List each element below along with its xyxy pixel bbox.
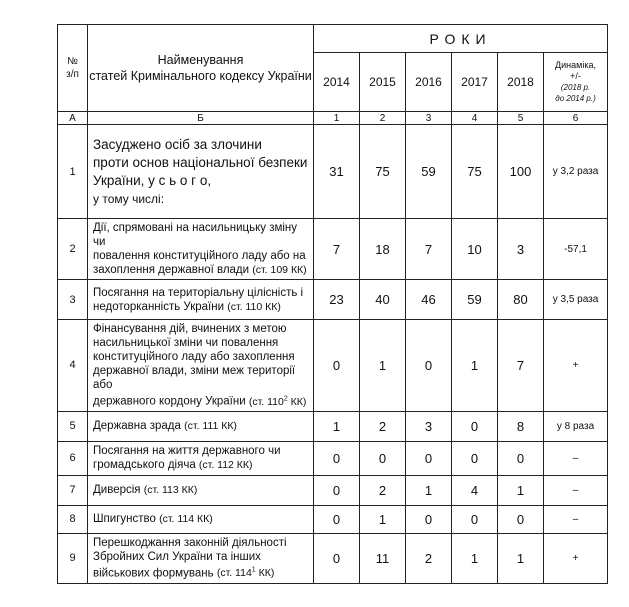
column-index: 6 xyxy=(544,112,608,125)
article-reference xyxy=(217,567,275,579)
table-row xyxy=(58,475,608,505)
dynamics-value: у 3,2 раза xyxy=(544,125,608,219)
table-row xyxy=(58,280,608,320)
table-row xyxy=(58,320,608,412)
description-line: Шпигунство xyxy=(93,513,156,525)
dynamics-value: – xyxy=(544,505,608,533)
year-value: 10 xyxy=(452,219,498,280)
year-value: 0 xyxy=(406,505,452,533)
article-reference xyxy=(252,264,306,276)
table-body xyxy=(58,125,608,584)
article-reference-text: (ст. 114 КК) xyxy=(159,513,213,525)
year-value: 75 xyxy=(360,125,406,219)
article-reference-end: КК) xyxy=(255,567,275,580)
year-header: 2015 xyxy=(360,53,406,112)
year-value: 4 xyxy=(452,475,498,505)
year-value: 0 xyxy=(452,505,498,533)
year-value: 0 xyxy=(314,533,360,583)
description-line: Перешкоджання законній діяльності xyxy=(93,536,287,549)
year-value: 18 xyxy=(360,219,406,280)
column-header-name xyxy=(88,25,314,112)
year-header: 2018 xyxy=(498,53,544,112)
year-value: 0 xyxy=(314,320,360,412)
number-label-line2: з/п xyxy=(66,69,79,80)
article-reference-text: (ст. 113 КК) xyxy=(143,484,198,496)
dynamics-value: -57,1 xyxy=(544,219,608,280)
year-header: 2017 xyxy=(452,53,498,112)
year-value: 1 xyxy=(314,411,360,441)
year-value: 3 xyxy=(406,411,452,441)
column-index: 4 xyxy=(452,112,498,125)
dynamics-note-line1: (2018 р. xyxy=(560,83,591,92)
name-label-line1: Найменування xyxy=(157,53,244,67)
article-reference-text: (ст. 110 КК) xyxy=(227,300,281,313)
description-line: Засуджено осіб за злочини xyxy=(93,136,262,152)
article-reference-text: (ст. 112 КК) xyxy=(198,459,253,471)
convictions-table xyxy=(57,24,608,584)
article-reference xyxy=(199,459,253,471)
year-value: 1 xyxy=(406,475,452,505)
article-reference xyxy=(227,301,281,313)
year-value: 0 xyxy=(360,441,406,475)
row-number: 5 xyxy=(58,411,88,441)
article-reference-end: КК) xyxy=(287,395,307,408)
row-number: 1 xyxy=(58,125,88,219)
year-value: 1 xyxy=(498,475,544,505)
year-value: 0 xyxy=(406,441,452,475)
description-line: Посягання на територіальну цілісність і xyxy=(93,286,304,299)
statistics-page xyxy=(57,24,607,580)
row-number: 8 xyxy=(58,505,88,533)
year-value: 2 xyxy=(406,533,452,583)
description-line: державного кордону України xyxy=(93,395,246,408)
year-value: 0 xyxy=(314,505,360,533)
crime-description xyxy=(88,125,314,219)
crime-description xyxy=(88,320,314,412)
article-reference-superscript: 2 xyxy=(283,395,288,402)
year-value: 0 xyxy=(314,475,360,505)
dynamics-value: + xyxy=(544,533,608,583)
description-line: захоплення державної влади xyxy=(93,264,250,276)
dynamics-value: у 8 раза xyxy=(544,411,608,441)
article-reference-text: (ст. 110 xyxy=(248,395,284,408)
year-value: 23 xyxy=(314,280,360,320)
year-value: 75 xyxy=(452,125,498,219)
article-reference-text: (ст. 109 КК) xyxy=(252,264,307,276)
year-header: 2016 xyxy=(406,53,452,112)
year-value: 0 xyxy=(314,441,360,475)
table-row xyxy=(58,125,608,219)
row-number: 9 xyxy=(58,533,88,583)
year-value: 40 xyxy=(360,280,406,320)
article-reference xyxy=(249,396,307,408)
dynamics-value: – xyxy=(544,475,608,505)
description-line: державної влади, зміни меж території або xyxy=(93,365,296,391)
table-row xyxy=(58,411,608,441)
year-value: 11 xyxy=(360,533,406,583)
column-index: 1 xyxy=(314,112,360,125)
dynamics-value: + xyxy=(544,320,608,412)
year-value: 1 xyxy=(498,533,544,583)
year-value: 2 xyxy=(360,475,406,505)
table-row xyxy=(58,219,608,280)
crime-description xyxy=(88,411,314,441)
year-value: 100 xyxy=(498,125,544,219)
table-row xyxy=(58,505,608,533)
crime-description xyxy=(88,441,314,475)
crime-description xyxy=(88,505,314,533)
year-value: 1 xyxy=(360,505,406,533)
column-index-row xyxy=(58,112,608,125)
article-reference-text: (ст. 114 xyxy=(216,567,252,580)
description-subline: у тому числі: xyxy=(93,191,165,206)
year-value: 1 xyxy=(452,533,498,583)
dynamics-value: у 3,5 раза xyxy=(544,280,608,320)
column-index: 5 xyxy=(498,112,544,125)
dynamics-label-line2: +/- xyxy=(570,71,581,81)
name-label-line2: статей Кримінального кодексу України xyxy=(89,69,312,83)
dynamics-note-line2: до 2014 р.) xyxy=(555,94,596,103)
description-line: Державна зрада xyxy=(93,420,181,432)
description-line: Диверсія xyxy=(93,484,141,496)
article-reference xyxy=(159,513,213,525)
column-index: А xyxy=(58,112,88,125)
crime-description xyxy=(88,533,314,583)
row-number: 7 xyxy=(58,475,88,505)
description-line: громадського діяча xyxy=(93,459,196,471)
year-value: 7 xyxy=(498,320,544,412)
year-value: 2 xyxy=(360,411,406,441)
crime-description xyxy=(88,219,314,280)
row-number: 6 xyxy=(58,441,88,475)
dynamics-label-line1: Динаміка, xyxy=(555,60,596,70)
description-line: Фінансування дій, вчинених з метою xyxy=(93,323,287,335)
year-value: 0 xyxy=(452,411,498,441)
crime-description xyxy=(88,475,314,505)
header-row-top xyxy=(58,25,608,53)
year-value: 7 xyxy=(314,219,360,280)
article-reference xyxy=(144,484,198,496)
row-number: 2 xyxy=(58,219,88,280)
year-value: 0 xyxy=(452,441,498,475)
column-index: 2 xyxy=(360,112,406,125)
article-reference-superscript: 1 xyxy=(251,566,256,574)
description-line: Дії, спрямовані на насильницьку зміну чи xyxy=(93,222,298,248)
dynamics-header xyxy=(544,53,608,112)
row-number: 3 xyxy=(58,280,88,320)
description-line: недоторканність України xyxy=(93,300,224,313)
description-line: України, у с ь о г о, xyxy=(93,172,212,188)
description-line: військових формувань xyxy=(93,567,214,580)
description-line: Посягання на життя державного чи xyxy=(93,445,281,457)
year-value: 31 xyxy=(314,125,360,219)
table-row xyxy=(58,533,608,583)
crime-description xyxy=(88,280,314,320)
years-group-header: РОКИ xyxy=(314,25,608,53)
year-value: 0 xyxy=(498,505,544,533)
row-number: 4 xyxy=(58,320,88,412)
year-value: 7 xyxy=(406,219,452,280)
article-reference xyxy=(184,420,237,432)
year-value: 8 xyxy=(498,411,544,441)
column-index: Б xyxy=(88,112,314,125)
year-value: 46 xyxy=(406,280,452,320)
description-line: повалення конституційного ладу або на xyxy=(93,250,306,262)
table-row xyxy=(58,441,608,475)
description-line: конституційного ладу або захоплення xyxy=(93,351,295,363)
year-value: 80 xyxy=(498,280,544,320)
year-value: 0 xyxy=(406,320,452,412)
year-value: 1 xyxy=(360,320,406,412)
year-value: 59 xyxy=(452,280,498,320)
column-header-number xyxy=(58,25,88,112)
description-line: проти основ національної безпеки xyxy=(93,154,308,170)
year-header: 2014 xyxy=(314,53,360,112)
year-value: 3 xyxy=(498,219,544,280)
year-value: 59 xyxy=(406,125,452,219)
column-index: 3 xyxy=(406,112,452,125)
number-label-line1: № xyxy=(67,56,78,67)
year-value: 0 xyxy=(498,441,544,475)
description-line: насильницької зміни чи повалення xyxy=(93,337,279,349)
dynamics-value: – xyxy=(544,441,608,475)
article-reference-text: (ст. 111 КК) xyxy=(184,420,237,432)
description-line: Збройних Сил України та інших xyxy=(93,550,261,563)
year-value: 1 xyxy=(452,320,498,412)
